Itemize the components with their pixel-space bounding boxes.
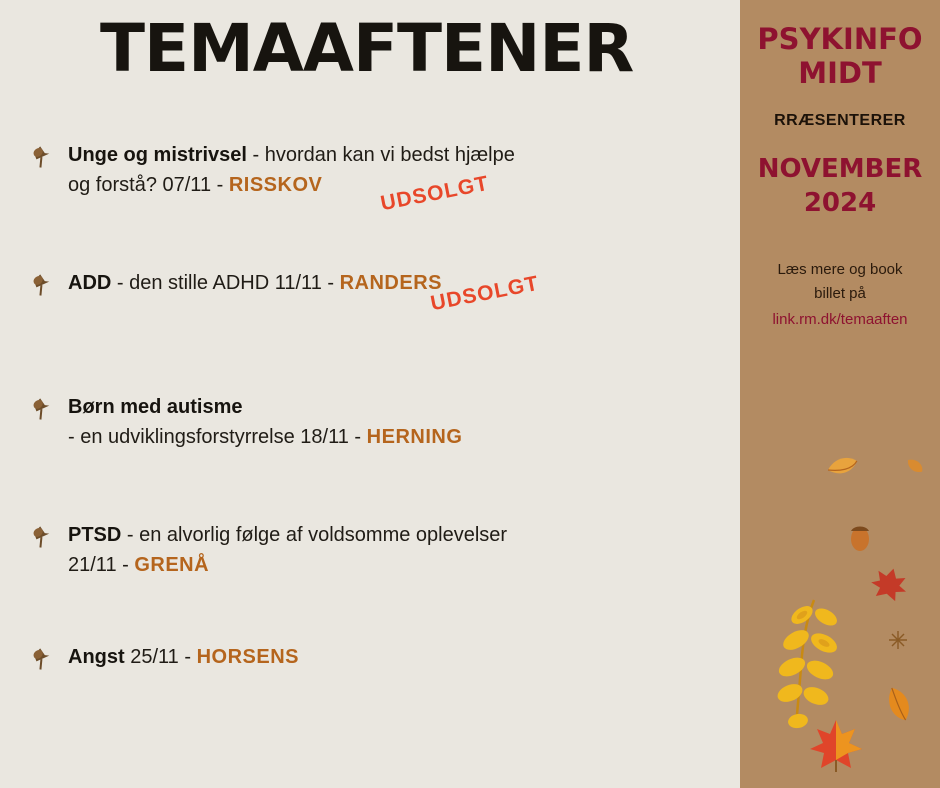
pushpin-icon	[30, 646, 56, 672]
brand-name	[740, 22, 940, 90]
event-line-1	[68, 520, 740, 550]
event-desc: - hvordan kan vi bedst hjælpe	[246, 144, 515, 166]
event-title: Unge og mistrivsel	[68, 144, 247, 166]
brand-line-2: MIDT	[798, 56, 882, 90]
event-place: HORSENS	[196, 646, 299, 668]
event-line-1	[68, 392, 740, 422]
booking-link[interactable]: link.rm.dk/temaaften	[772, 311, 908, 328]
brand-line-1: PSYKINFO	[757, 22, 923, 56]
page-title: TEMAAFTENER	[100, 10, 634, 87]
event-desc: - en alvorlig følge af voldsomme oplevelser	[121, 524, 508, 546]
year-label: 2024	[803, 188, 877, 218]
list-item[interactable]	[0, 392, 740, 452]
autumn-leaves-decoration	[740, 440, 940, 788]
event-line-1	[68, 140, 740, 170]
event-desc-2: - en udviklingsforstyrrelse 18/11 -	[68, 426, 367, 448]
event-place: HERNING	[366, 426, 463, 448]
event-desc: - den stille ADHD 11/11 -	[111, 272, 340, 294]
event-line-1	[68, 268, 740, 298]
event-place: RISSKOV	[228, 174, 323, 196]
event-title: Angst	[68, 646, 125, 668]
event-title: PTSD	[68, 524, 122, 546]
list-item[interactable]	[0, 520, 740, 580]
event-desc-2: og forstå? 07/11 -	[68, 174, 229, 196]
event-title: Børn med autisme	[68, 396, 243, 418]
poster-sidebar	[740, 0, 940, 788]
pushpin-icon	[30, 272, 56, 298]
list-item[interactable]	[0, 642, 740, 696]
pushpin-icon	[30, 144, 56, 170]
status-badge: UDSOLGT	[428, 271, 541, 316]
booking-info	[740, 258, 940, 332]
booking-line-2: billet på	[814, 285, 866, 302]
presents-label: RRÆSENTERER	[774, 112, 906, 129]
month-year	[740, 152, 940, 220]
list-item[interactable]	[0, 140, 740, 216]
booking-line-1: Læs mere og book	[777, 261, 903, 278]
event-place: RANDERS	[339, 272, 442, 294]
event-line-1	[68, 642, 740, 672]
event-desc: 25/11 -	[124, 646, 197, 668]
status-badge: UDSOLGT	[378, 171, 491, 216]
pushpin-icon	[30, 524, 56, 550]
list-item[interactable]	[0, 268, 740, 322]
event-place: GRENÅ	[134, 554, 210, 576]
event-line-2	[68, 550, 740, 580]
event-title: ADD	[68, 272, 112, 294]
month-label: NOVEMBER	[757, 154, 923, 184]
event-desc-2: 21/11 -	[68, 554, 135, 576]
event-list	[0, 140, 740, 756]
event-line-2	[68, 422, 740, 452]
pushpin-icon	[30, 396, 56, 422]
